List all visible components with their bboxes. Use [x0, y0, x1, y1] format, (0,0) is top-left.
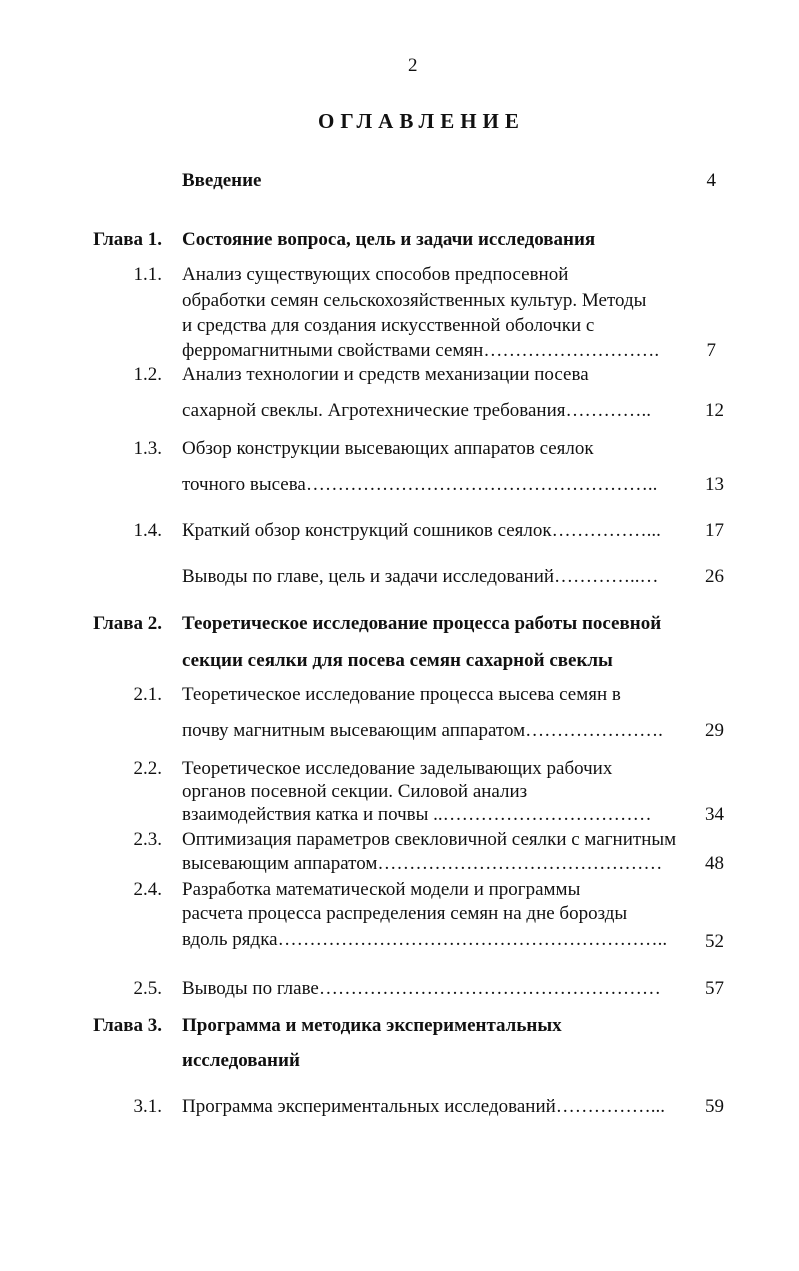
s1-4-line1: Краткий обзор конструкций сошников сеялок……………... [182, 520, 661, 541]
s1-2-line1: Анализ технологии и средств механизации посева [182, 364, 589, 385]
ch2-label: Глава 2. [93, 613, 162, 634]
s2-4-page: 52 [705, 931, 724, 952]
ch1-label: Глава 1. [93, 229, 162, 250]
s1-3-page: 13 [705, 474, 724, 495]
s2-3-line2: высевающим аппаратом……………………………………… [182, 853, 663, 874]
s2-3-page: 48 [705, 853, 724, 874]
s3-1-line1: Программа экспериментальных исследований……………... [182, 1096, 666, 1117]
page-title: ОГЛАВЛЕНИЕ [318, 109, 525, 133]
ch3-title-line1: Программа и методика экспериментальных [182, 1015, 562, 1036]
s1-1-line2: обработки семян сельскохозяйственных культур. Методы [182, 290, 647, 311]
s2-1-line2: почву магнитным высевающим аппаратом…………………. [182, 720, 663, 741]
s2-5-num: 2.5. [133, 978, 162, 999]
s1-1-num: 1.1. [133, 264, 162, 285]
s2-3-num: 2.3. [133, 829, 162, 850]
ch1-conclusion-page: 26 [705, 566, 724, 587]
ch2-title-line2: секции сеялки для посева семян сахарной свеклы [182, 650, 613, 671]
s2-4-line3: вдоль рядка…………………………………………………….. [182, 929, 668, 950]
s1-4-num: 1.4. [133, 520, 162, 541]
toc-intro-page: 4 [706, 170, 716, 191]
s3-1-num: 3.1. [133, 1096, 162, 1117]
page-number: 2 [408, 55, 418, 76]
s1-3-num: 1.3. [133, 438, 162, 459]
s1-3-line1: Обзор конструкции высевающих аппаратов сеялок [182, 438, 594, 459]
s1-2-line2: сахарной свеклы. Агротехнические требования………….. [182, 400, 651, 421]
s1-1-line1: Анализ существующих способов предпосевной [182, 264, 569, 285]
s1-4-page: 17 [705, 520, 724, 541]
s1-3-line2: точного высева……………………………………………….. [182, 474, 658, 495]
s1-2-num: 1.2. [133, 364, 162, 385]
s1-1-line4: ферромагнитными свойствами семян………………………. [182, 340, 660, 361]
s2-5-line1: Выводы по главе……………………………………………… [182, 978, 661, 999]
ch2-title-line1: Теоретическое исследование процесса работы посевной [182, 613, 662, 634]
s1-1-page: 7 [706, 340, 716, 361]
s2-4-line1: Разработка математической модели и программы [182, 879, 581, 900]
s2-1-num: 2.1. [133, 684, 162, 705]
s2-2-line1: Теоретическое исследование заделывающих рабочих [182, 758, 613, 779]
s2-2-line2: органов посевной секции. Силовой анализ [182, 781, 528, 802]
s2-5-page: 57 [705, 978, 724, 999]
s1-2-page: 12 [705, 400, 724, 421]
toc-intro-text: Введение [182, 170, 262, 191]
s2-4-num: 2.4. [133, 879, 162, 900]
s2-2-line3: взаимодействия катка и почвы ..…………………………… [182, 804, 652, 825]
s2-4-line2: расчета процесса распределения семян на дне борозды [182, 903, 628, 924]
ch3-title-line2: исследований [182, 1050, 300, 1071]
ch1-title: Состояние вопроса, цель и задачи исследования [182, 229, 596, 250]
s2-2-page: 34 [705, 804, 724, 825]
s2-2-num: 2.2. [133, 758, 162, 779]
ch1-conclusion-text: Выводы по главе, цель и задачи исследований…………..… [182, 566, 659, 587]
s1-1-line3: и средства для создания искусственной оболочки с [182, 315, 595, 336]
s2-1-line1: Теоретическое исследование процесса высева семян в [182, 684, 621, 705]
s3-1-page: 59 [705, 1096, 724, 1117]
ch3-label: Глава 3. [93, 1015, 162, 1036]
s2-1-page: 29 [705, 720, 724, 741]
s2-3-line1: Оптимизация параметров свекловичной сеялки с магнитным [182, 829, 677, 850]
